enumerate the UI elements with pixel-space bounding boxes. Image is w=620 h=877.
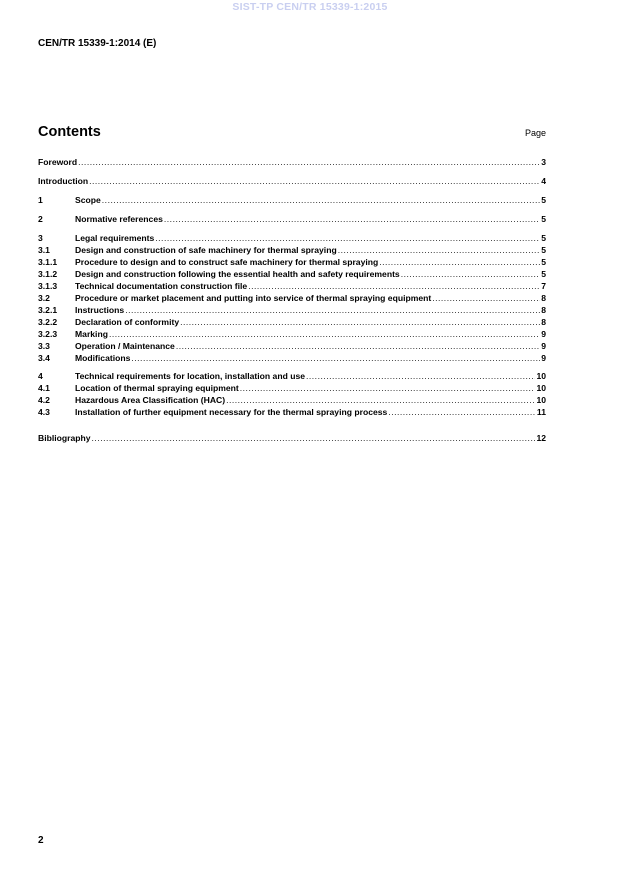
toc-entry-3-1-3[interactable] [38, 280, 546, 292]
toc-number: 3.2.2 [38, 317, 58, 327]
toc-page: 10 [536, 383, 546, 393]
toc-entry-4-1[interactable] [38, 382, 546, 394]
toc-leader [92, 433, 536, 444]
toc-leader [306, 371, 535, 382]
toc-entry-4-2[interactable] [38, 394, 546, 406]
toc-page: 5 [541, 269, 546, 279]
toc-title: Technical documentation construction file [75, 281, 248, 291]
toc-title: Modifications [75, 353, 131, 363]
toc-number: 3.2.1 [38, 305, 58, 315]
toc-leader [176, 341, 540, 352]
toc-title: Instructions [75, 305, 125, 315]
toc-page: 8 [541, 317, 546, 327]
toc-title: Marking [75, 329, 108, 339]
toc-leader [180, 317, 540, 328]
toc-leader [248, 281, 540, 292]
toc-number: 4 [38, 371, 43, 381]
toc-page: 10 [536, 395, 546, 405]
toc-page: 5 [541, 195, 546, 205]
toc-leader [102, 195, 540, 206]
toc-page: 10 [536, 371, 546, 381]
toc-number: 3.1.1 [38, 257, 58, 267]
toc-entry-foreword[interactable] [38, 156, 546, 168]
toc-number: 4.3 [38, 407, 50, 417]
toc-page: 5 [541, 257, 546, 267]
toc-page: 12 [536, 433, 546, 443]
toc-entry-4-3[interactable] [38, 406, 546, 418]
toc-title: Technical requirements for location, installation and use [75, 371, 306, 381]
toc-number: 3.1 [38, 245, 50, 255]
toc-entry-3-2-2[interactable] [38, 316, 546, 328]
toc-title: Foreword [38, 157, 78, 167]
toc-leader [379, 257, 540, 268]
toc-entry-3-4[interactable] [38, 352, 546, 364]
contents-heading: Contents [38, 124, 101, 140]
toc-page: 11 [536, 407, 546, 417]
toc-leader [164, 214, 540, 225]
toc-entry-3-1-1[interactable] [38, 256, 546, 268]
toc-page: 5 [541, 245, 546, 255]
toc-leader [432, 293, 540, 304]
toc-number: 3.3 [38, 341, 50, 351]
toc-leader [89, 176, 540, 187]
toc-title: Procedure or market placement and putting into service of thermal spraying equipment [75, 293, 432, 303]
toc-page: 5 [541, 214, 546, 224]
toc-number: 3.1.3 [38, 281, 58, 291]
toc-entry-bibliography[interactable] [38, 432, 546, 444]
toc-leader [338, 245, 541, 256]
toc-number: 3 [38, 233, 43, 243]
document-id: CEN/TR 15339-1:2014 (E) [38, 38, 157, 49]
toc-page: 9 [541, 329, 546, 339]
watermark: SIST-TP CEN/TR 15339-1:2015 [232, 1, 388, 13]
toc-page: 4 [541, 176, 546, 186]
toc-entry-3-1-2[interactable] [38, 268, 546, 280]
toc-page: 8 [541, 305, 546, 315]
toc-title: Bibliography [38, 433, 91, 443]
toc-number: 4.1 [38, 383, 50, 393]
toc-title: Hazardous Area Classification (HAC) [75, 395, 226, 405]
toc-title: Legal requirements [75, 233, 155, 243]
toc-entry-legal-requirements[interactable] [38, 232, 546, 244]
toc-number: 3.4 [38, 353, 50, 363]
toc-entry-normative-references[interactable] [38, 213, 546, 225]
toc-leader [131, 353, 540, 364]
toc-entry-3-2-3[interactable] [38, 328, 546, 340]
toc-title: Normative references [75, 214, 163, 224]
toc-leader [388, 407, 536, 418]
toc-leader [125, 305, 540, 316]
toc-leader [240, 383, 536, 394]
toc-number: 3.2 [38, 293, 50, 303]
toc-title: Introduction [38, 176, 89, 186]
toc-number: 2 [38, 214, 43, 224]
toc-title: Scope [75, 195, 101, 205]
toc-title: Design and construction of safe machinery for thermal spraying [75, 245, 337, 255]
toc-entry-4[interactable] [38, 370, 546, 382]
toc-page: 8 [541, 293, 546, 303]
toc-leader [78, 157, 540, 168]
toc-entry-3-2[interactable] [38, 292, 546, 304]
toc-page: 5 [541, 233, 546, 243]
toc-entry-scope[interactable] [38, 194, 546, 206]
page-number: 2 [38, 835, 44, 846]
toc-entry-3-2-1[interactable] [38, 304, 546, 316]
toc-entry-3-3[interactable] [38, 340, 546, 352]
toc-title: Design and construction following the essential health and safety requirements [75, 269, 400, 279]
toc-page: 9 [541, 341, 546, 351]
toc-entry-introduction[interactable] [38, 175, 546, 187]
page-column-label: Page [524, 128, 546, 138]
toc-number: 3.2.3 [38, 329, 58, 339]
toc-number: 4.2 [38, 395, 50, 405]
toc-leader [401, 269, 541, 280]
toc-number: 1 [38, 195, 43, 205]
toc-leader [109, 329, 540, 340]
toc-page: 3 [541, 157, 546, 167]
toc-title: Procedure to design and to construct safe machinery for thermal spraying [75, 257, 379, 267]
toc-leader [155, 233, 540, 244]
toc-entry-3-1[interactable] [38, 244, 546, 256]
toc-title: Location of thermal spraying equipment [75, 383, 239, 393]
toc-number: 3.1.2 [38, 269, 58, 279]
toc-page: 9 [541, 353, 546, 363]
toc-leader [226, 395, 535, 406]
toc-title: Installation of further equipment necessary for the thermal spraying process [75, 407, 388, 417]
toc-page: 7 [541, 281, 546, 291]
toc-title: Operation / Maintenance [75, 341, 175, 351]
toc-title: Declaration of conformity [75, 317, 180, 327]
